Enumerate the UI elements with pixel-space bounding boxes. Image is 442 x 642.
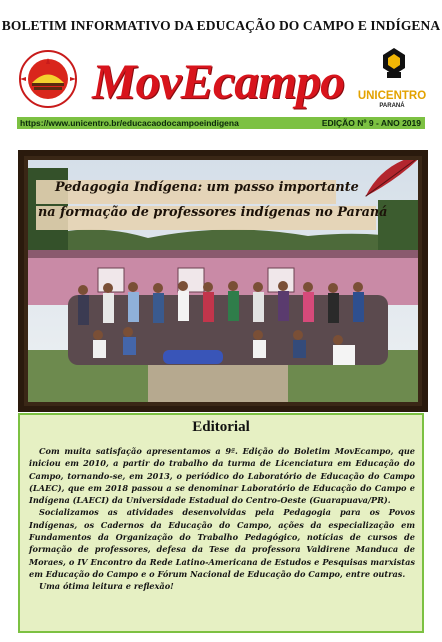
feature-title-line1: Pedagogia Indígena: um passo importante xyxy=(55,180,359,195)
edition-label: EDIÇÃO Nº 9 - ANO 2019 xyxy=(321,118,421,128)
university-name: UNICENTRO xyxy=(357,90,427,102)
website-link[interactable]: https://www.unicentro.br/educacaodocampoeindigena xyxy=(20,118,239,128)
editorial-paragraph: Socializamos as atividades desenvolvidas pela Pedagogia para os Povos Indígenas, os Cadernos da Educação do Campo, ações da especialização em Fundamentos da Organização do Trabalho Pedagógico, notícias de cursos de formação de professores, defesa da Tese da professora Valdirene Manduca de Moraes, o IV Encontro da Rede Latino-Americana de Estudos e Pesquisas marxistas em Educação do Campo e o Fórum Nacional de Educação do Campo, entre outras. xyxy=(29,507,415,579)
newsletter-title: BOLETIM INFORMATIVO DA EDUCAÇÃO DO CAMPO E INDÍGENA xyxy=(1,18,441,33)
editorial-paragraph: Com muita satisfação apresentamos a 9ª. Edição do Boletim MovEcampo, que iniciou em 2010, a partir do trabalho da turma de Licenciatura em Educação do Campo, tornando-se, em 2013, o periódico do Laboratório de Educação do Campo (LAEC), que em 2018 passou a se denominar Laboratório de Educação do Campo e Indígena (LAECI) da Universidade Estadual do Centro-Oeste (Guarapuava/PR). xyxy=(29,446,415,506)
brand-name: MovEcampo xyxy=(92,53,345,109)
university-state: PARANÁ xyxy=(379,103,405,109)
group-photo xyxy=(28,160,418,402)
feature-title-line2: na formação de professores indígenas no Paraná xyxy=(38,205,388,220)
laboratory-logo xyxy=(10,48,80,110)
editorial-body xyxy=(29,445,415,593)
editorial-heading: Editorial xyxy=(192,419,250,435)
editorial-paragraph: Uma ótima leitura e reflexão! xyxy=(39,581,174,592)
info-bar xyxy=(17,117,425,129)
editorial-box xyxy=(18,413,424,633)
